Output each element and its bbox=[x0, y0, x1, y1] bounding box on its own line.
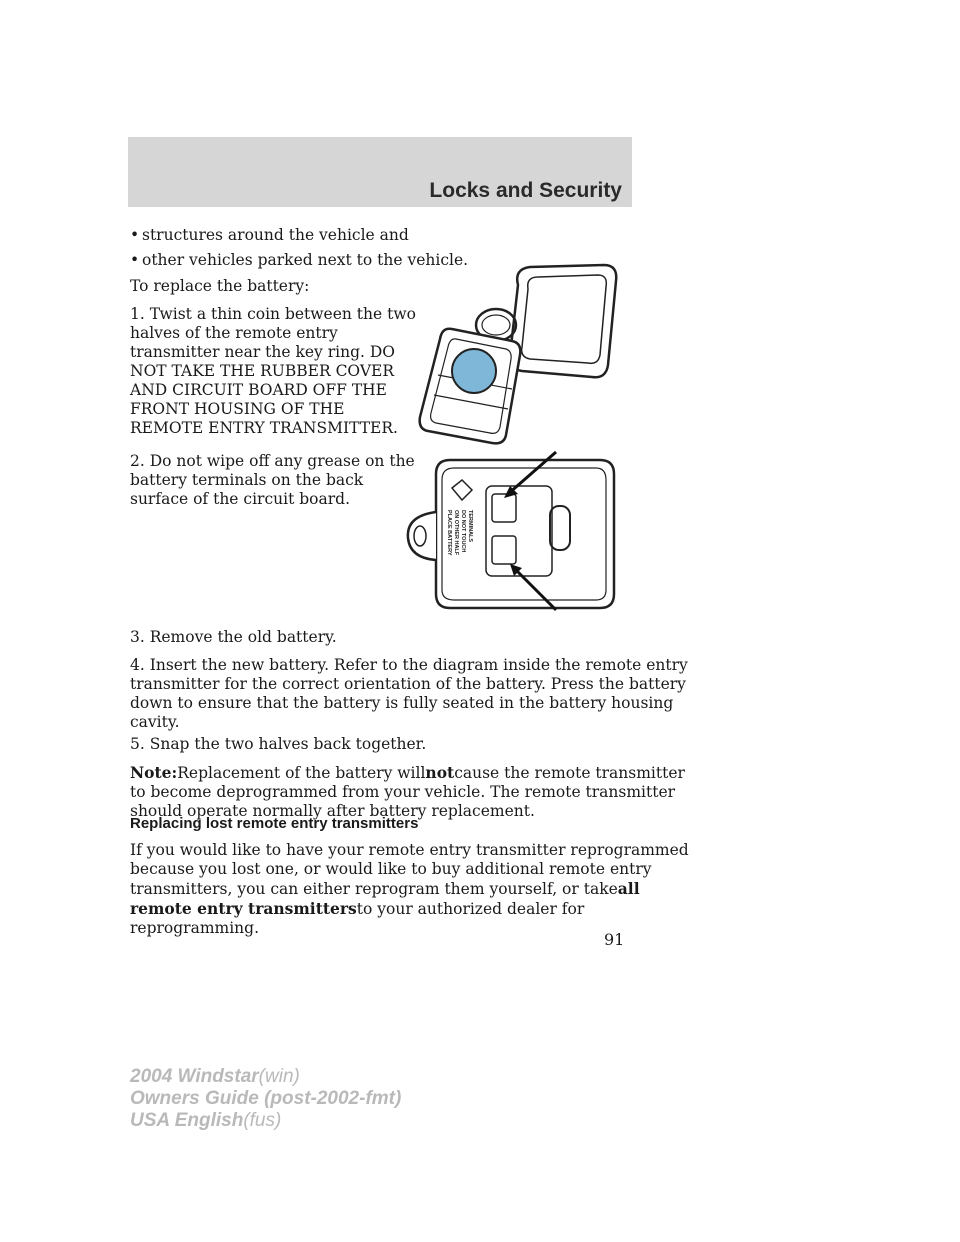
note-emphasis: not bbox=[425, 763, 455, 782]
step-line: down to ensure that the battery is fully seated in the battery housing bbox=[130, 694, 674, 712]
step-5: 5. Snap the two halves back together. bbox=[130, 735, 427, 753]
diagram-label-line: DO NOT TOUCH bbox=[460, 510, 466, 553]
note-text: Replacement of the battery will bbox=[177, 764, 426, 782]
page-number: 91 bbox=[604, 930, 625, 949]
note-text: should operate normally after battery replacement. bbox=[130, 802, 535, 820]
battery-terminal-illustration bbox=[400, 450, 620, 615]
document-footer bbox=[130, 1066, 401, 1132]
section-text: If you would like to have your remote entry transmitter reprogrammed bbox=[130, 841, 689, 859]
remote-transmitter-icon bbox=[420, 329, 521, 444]
note-paragraph bbox=[130, 763, 685, 821]
step-line: battery terminals on the back bbox=[130, 471, 364, 489]
section-heading: Replacing lost remote entry transmitters bbox=[130, 815, 419, 832]
section-emphasis: remote entry transmitters bbox=[130, 899, 357, 918]
battery-icon bbox=[452, 349, 496, 393]
step-1 bbox=[130, 305, 416, 438]
housing-icon bbox=[408, 460, 614, 608]
step-line: 2. Do not wipe off any grease on the bbox=[130, 452, 415, 470]
footer-code: (win) bbox=[258, 1066, 300, 1087]
step-line: 1. Twist a thin coin between the two bbox=[130, 305, 416, 323]
step-line: AND CIRCUIT BOARD OFF THE bbox=[130, 381, 387, 399]
section-title: Locks and Security bbox=[429, 179, 622, 202]
section-text: reprogramming. bbox=[130, 919, 260, 937]
diagram-label-line: PLACE BATTERY bbox=[446, 510, 452, 556]
step-line: REMOTE ENTRY TRANSMITTER. bbox=[130, 419, 398, 437]
step-line: surface of the circuit board. bbox=[130, 490, 350, 508]
step-4 bbox=[130, 656, 688, 732]
note-label: Note: bbox=[130, 763, 178, 782]
bullet-item bbox=[130, 226, 409, 245]
footer-guide: Owners Guide (post-2002-fmt) bbox=[130, 1088, 402, 1109]
bullet-text: structures around the vehicle and bbox=[142, 226, 409, 244]
step-line: halves of the remote entry bbox=[130, 324, 338, 342]
bullet-dot: • bbox=[130, 226, 140, 244]
section-paragraph bbox=[130, 841, 689, 938]
footer-language: USA English bbox=[130, 1110, 244, 1131]
intro-text: To replace the battery: bbox=[130, 277, 310, 295]
section-text: to your authorized dealer for bbox=[356, 900, 585, 918]
note-text: cause the remote transmitter bbox=[454, 764, 685, 782]
key-tag-icon bbox=[510, 265, 617, 377]
diagram-label-line: ON OTHER HALF bbox=[453, 510, 459, 556]
remote-keyring-illustration bbox=[418, 255, 628, 445]
step-2 bbox=[130, 452, 415, 509]
bullet-text: other vehicles parked next to the vehicle. bbox=[142, 251, 469, 269]
footer-code: (fus) bbox=[243, 1110, 282, 1131]
step-line: transmitter for the correct orientation of the battery. Press the battery bbox=[130, 675, 686, 693]
section-emphasis: all bbox=[617, 879, 640, 898]
section-header-band bbox=[128, 137, 632, 207]
footer-model: 2004 Windstar bbox=[130, 1066, 259, 1087]
step-line: FRONT HOUSING OF THE bbox=[130, 400, 345, 418]
bullet-dot: • bbox=[130, 251, 140, 269]
step-line: NOT TAKE THE RUBBER COVER bbox=[130, 362, 395, 380]
section-text: because you lost one, or would like to buy additional remote entry bbox=[130, 860, 652, 878]
step-3: 3. Remove the old battery. bbox=[130, 628, 337, 646]
diagram-label-line: TERMINALS bbox=[467, 510, 473, 543]
step-line: transmitter near the key ring. DO bbox=[130, 343, 395, 361]
step-line: cavity. bbox=[130, 713, 180, 731]
note-text: to become deprogrammed from your vehicle. The remote transmitter bbox=[130, 783, 676, 801]
step-line: 4. Insert the new battery. Refer to the diagram inside the remote entry bbox=[130, 656, 688, 674]
section-text: transmitters, you can either reprogram them yourself, or take bbox=[130, 880, 618, 898]
